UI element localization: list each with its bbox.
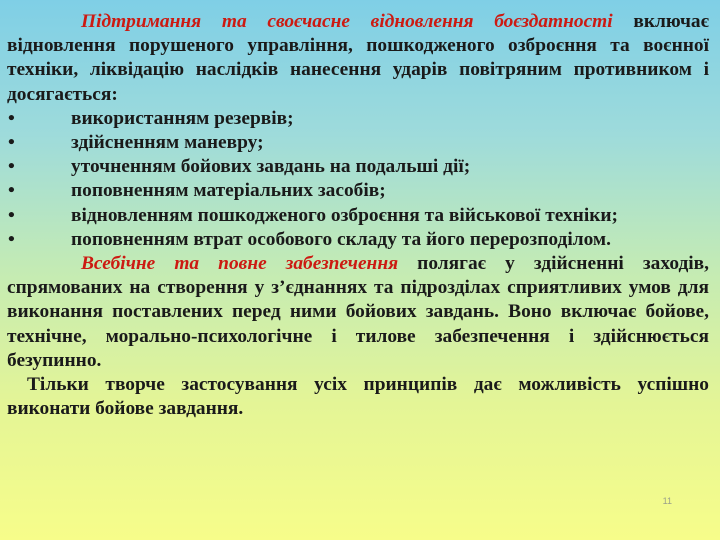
slide-body [7, 10, 709, 421]
list-item [7, 204, 709, 228]
paragraph-boezdatnist [7, 10, 709, 107]
bullet-icon: • [8, 228, 15, 250]
paragraph-zabezpechennia [7, 252, 709, 373]
bullet-list [7, 107, 709, 252]
list-item-text: поповненням втрат особового складу та його перерозподілом. [71, 228, 611, 250]
list-item-text: уточненням бойових завдань на подальші дії; [71, 156, 471, 178]
list-item-text: поповненням матеріальних засобів; [71, 180, 386, 202]
list-item [7, 131, 709, 155]
list-item [7, 155, 709, 179]
bullet-icon: • [8, 156, 15, 178]
page-number: 11 [662, 496, 672, 506]
term-boezdatnist: Підтримання та своєчасне відновлення боєздатності [81, 11, 613, 32]
list-item [7, 179, 709, 203]
bullet-icon: • [8, 132, 15, 154]
paragraph-conclusion: Тільки творче застосування усіх принципів дає можливість успішно виконати бойове завдання. [7, 374, 709, 420]
list-item [7, 228, 709, 252]
bullet-icon: • [8, 107, 15, 129]
paragraph-boezdatnist-text: включає відновлення порушеного управління, пошкодженого озброєння та воєнної техніки, ліквідацію наслідків нанесення ударів повітряним противником і досягається: [7, 11, 709, 105]
bullet-icon: • [8, 180, 15, 202]
list-item-text: здійсненням маневру; [71, 132, 264, 154]
list-item-text: відновленням пошкодженого озброєння та військової техніки; [71, 204, 619, 226]
bullet-icon: • [8, 204, 15, 226]
paragraph-zabezpechennia-text: полягає у здійсненні заходів, спрямованих на створення у з’єднаннях та підрозділах сприятливих умов для виконання поставлених перед ними бойових завдань. Воно включає бойове, технічне, морально-психологічне і тилове забезпечення і здійснюється безупинно. [7, 253, 709, 371]
list-item-text: використанням резервів; [71, 107, 294, 129]
term-zabezpechennia: Всебічне та повне забезпечення [81, 253, 399, 275]
list-item [7, 107, 709, 131]
